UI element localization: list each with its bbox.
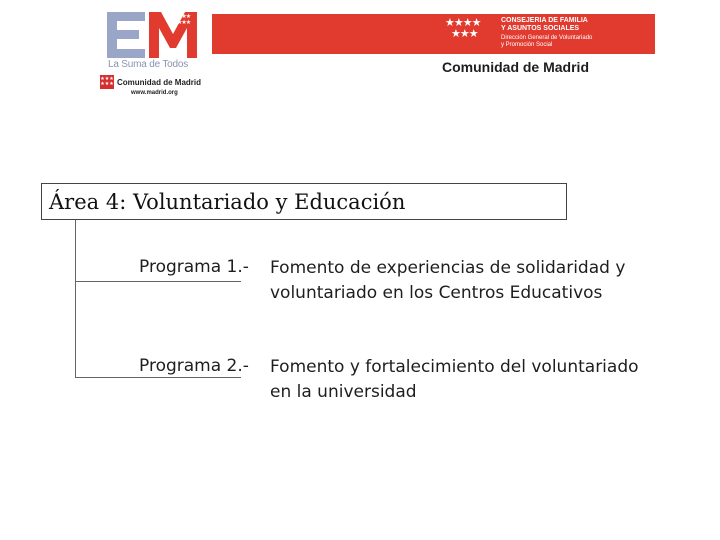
- sumamadrid-logo: [107, 12, 197, 58]
- direccion-general: [501, 35, 592, 49]
- logo-letter-e: [107, 12, 145, 58]
- direccion-line-1: Dirección General de Voluntariado: [501, 35, 593, 41]
- consejeria-banner: [212, 14, 655, 54]
- tree-branch-1: [75, 281, 241, 282]
- consejeria-line-2: Y ASUNTOS SOCIALES: [501, 25, 580, 32]
- banner-stars-icon: ★★★★ ★★★: [445, 16, 481, 40]
- comunidad-small-text: Comunidad de Madrid: [117, 77, 201, 87]
- website-text: www.madrid.org: [131, 90, 178, 96]
- comunidad-large-text: Comunidad de Madrid: [442, 59, 589, 75]
- program-1-line-2: voluntariado en los Centros Educativos: [270, 283, 603, 303]
- tree-vertical-line: [75, 220, 76, 378]
- area-title: Área 4: Voluntariado y Educación: [49, 190, 406, 214]
- comunidad-small-logo: [100, 74, 201, 90]
- program-2-line-2: en la universidad: [270, 382, 417, 402]
- consejeria-name: [501, 17, 588, 33]
- consejeria-line-1: CONSEJERIA DE FAMILIA: [501, 17, 588, 24]
- area-title-box: [41, 183, 567, 220]
- program-2-description: [270, 355, 690, 405]
- program-1-description: [270, 256, 690, 306]
- logo-tagline: La Suma de Todos: [108, 59, 189, 70]
- program-1-label: Programa 1.-: [139, 257, 249, 277]
- madrid-flag-icon: ★★★ ★★★: [100, 76, 114, 87]
- program-2-label: Programa 2.-: [139, 356, 249, 376]
- program-1-line-1: Fomento de experiencias de solidaridad y: [270, 258, 626, 278]
- direccion-line-2: y Promoción Social: [501, 42, 553, 48]
- tree-branch-2: [75, 377, 241, 378]
- logo-stars-icon: ★★★ ★★★: [177, 13, 191, 26]
- program-2-line-1: Fomento y fortalecimiento del voluntariado: [270, 357, 639, 377]
